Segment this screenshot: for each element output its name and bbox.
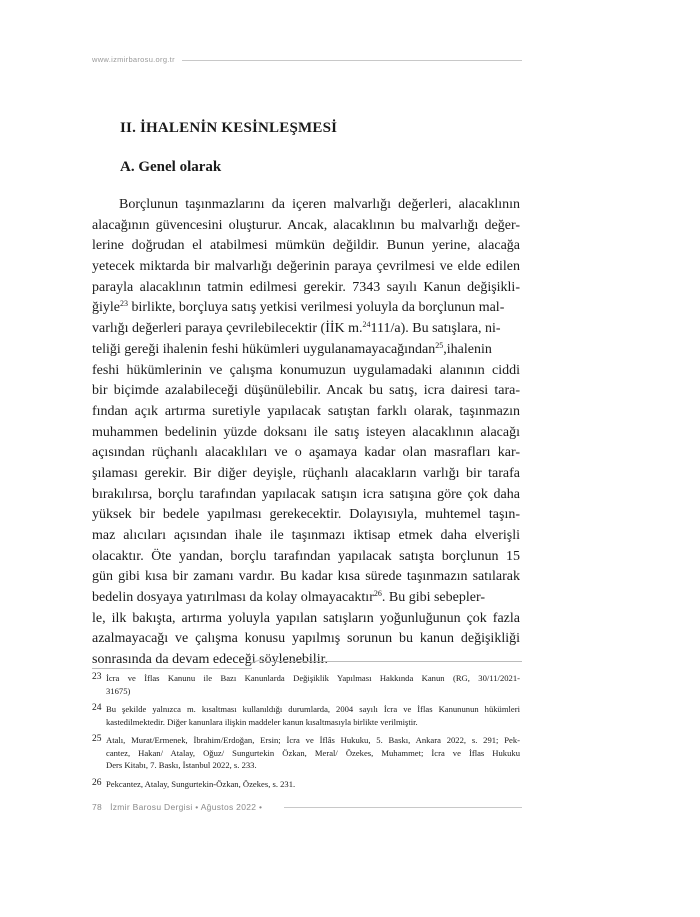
- body-line: azalmayacağı ve çalışma konusu yapılmış sorunun bu kanun değişikliği: [92, 631, 520, 647]
- footnote-number: 23: [92, 672, 102, 682]
- body-text-segment: . Bu gibi sebepler-: [381, 590, 485, 606]
- body-text-segment: 111/a). Bu satışlara, ni-: [370, 321, 501, 337]
- footnote-line: kastedilmektedir. Diğer kanunlara ilişkin maddeler kanun kısaltmasıyla birlikte verilmiştir.: [106, 716, 418, 727]
- body-line: açısından rüçhanlı alacaklıları ve o aşamaya kadar olan masrafları kar-: [92, 445, 520, 461]
- footnote: [92, 778, 520, 791]
- body-line: bırakılırsa, borçlu tarafından yapılacak satışın icra satışına göre çok daha: [92, 486, 520, 502]
- footnote-ref[interactable]: 23: [120, 299, 128, 309]
- footnote: [92, 672, 520, 697]
- footnote-rule-left: [92, 668, 252, 669]
- journal-name: İzmir Barosu Dergisi • Ağustos 2022 •: [110, 802, 263, 812]
- page-header: [92, 54, 522, 66]
- footnote-line: Pekcantez, Atalay, Sungurtekin-Özkan, Özekes, s. 231.: [106, 778, 296, 789]
- body-line: maz alıcıları açısından ihale ile taşınmazı iktisap etmek daha elverişli: [92, 528, 520, 543]
- body-line: sonrasında da devam edeceği söylenebilir.: [92, 652, 328, 668]
- body-line: gün gibi kısa bir zamanı vardır. Bu kadar kısa sürede taşınmazın satılarak: [92, 569, 520, 585]
- footnotes: [92, 672, 520, 796]
- body-line: yüksek bir bedele yapılması gerekecektir. Dolayısıyla, muhtemel taşın-: [92, 507, 520, 523]
- body-text-segment: ğiyle: [92, 300, 120, 316]
- body-text-segment: teliği gereği ihalenin feshi hükümleri uygulanamayacağından: [92, 341, 436, 357]
- footnote-ref[interactable]: 25: [435, 340, 444, 350]
- footnote-ref[interactable]: 24: [362, 320, 371, 330]
- body-text-segment: birlikte, borçluya satış yetkisi verilmesi yoluyla da borçlunun mal-: [128, 300, 505, 316]
- footnote-line: İcra ve İflas Kanunu ile Bazı Kanunlarda Değişiklik Yapılması Hakkında Kanun (RG, 30/11/2021-: [106, 673, 520, 683]
- footnote: [92, 703, 520, 728]
- body-line: [92, 298, 520, 319]
- body-line: feshi hükümlerinin ve çalışma konumuzun uygulamadaki alanının ciddi: [92, 362, 520, 378]
- body-line: fından açık artırma suretiyle yapılacak satıştan farklı olarak, taşınmazın: [92, 403, 520, 419]
- footnote: [92, 734, 520, 772]
- section-heading: II. İHALENİN KESİNLEŞMESİ: [120, 120, 338, 136]
- footnote-line: Atalı, Murat/Ermenek, İbrahim/Erdoğan, Ersin; İcra ve İflâs Hukuku, 5. Baskı, Ankara 2022, s. 291; Pek-: [106, 735, 520, 745]
- footnote-ref[interactable]: 26: [373, 589, 382, 599]
- body-line: lerine doğrudan el atabilmesi mümkün değildir. Bunun yerine, alacağa: [92, 238, 520, 254]
- body-line: bir biçimde azalabileceği düşünülebilir. Ancak bu satış, icra dairesi tara-: [92, 383, 520, 399]
- body-line: yetecek miktarda bir malvarlığı değerinin paraya çevrilmesi ve elde edilen: [92, 259, 520, 275]
- body-line: [92, 588, 520, 609]
- footnote-number: 24: [92, 703, 102, 713]
- body-line: le, ilk bakışta, artırma yoluyla yapılan satışların yoğunluğunun çok fazla: [92, 610, 520, 626]
- header-rule: [182, 60, 522, 61]
- body-line: olacaktır. Öte yandan, borçlu tarafından yapılacak satışta borçlunun 15: [92, 548, 520, 564]
- footnote-separator: [92, 658, 522, 670]
- page-number: 78: [92, 802, 103, 812]
- body-text-segment: ,ihalenin: [443, 341, 492, 357]
- body-line: Borçlunun taşınmazlarını da içeren malvarlığı değerleri, alacaklının: [119, 197, 520, 212]
- footnote-line: Bu şekilde yalnızca m. kısaltması kullanıldığı durumlarda, 2004 sayılı İcra ve İflas Kanununun hükümleri: [106, 704, 520, 714]
- body-line: muhammen bedelinin yüzde doksanı ile satış isteyen alacaklının alacağı: [92, 424, 520, 440]
- header-url: www.izmirbarosu.org.tr: [92, 55, 175, 64]
- footer-rule: [284, 807, 522, 808]
- footnote-line: Ders Kitabı, 7. Baskı, İstanbul 2022, s. 233.: [106, 760, 257, 770]
- body-text-segment: varlığı değerleri paraya çevrilebilecektir (İİK m.: [92, 321, 363, 337]
- footnote-number: 26: [92, 777, 102, 788]
- page-footer: [92, 800, 522, 814]
- body-text-segment: bedelin dosyaya yatırılması da kolay olmayacaktır: [92, 590, 374, 606]
- body-line: şılaması gerekir. Bir diğer deyişle, rüçhanlı alacakların varlığı bir tarafa: [92, 465, 520, 481]
- footnote-line: cantez, Hakan/ Atalay, Oğuz/ Sungurtekin Özkan, Meral/ Özekes, Muhammet; İcra ve İflas Hukuku: [106, 747, 520, 758]
- body-line: alacağının güvencesini oluşturur. Ancak, alacaklının bu malvarlığı değer-: [92, 217, 520, 233]
- footnote-number: 25: [92, 734, 102, 744]
- body-text: [92, 195, 520, 671]
- footer-text: [92, 800, 262, 814]
- footnote-line: 31675): [106, 685, 131, 696]
- body-line: [92, 340, 520, 361]
- body-line: parayla alacaklının tatmin edilmesi gerekir. 7343 sayılı Kanun değişikli-: [92, 279, 520, 295]
- body-line: [92, 319, 520, 340]
- footnote-rule-right: [262, 661, 522, 662]
- subsection-heading: A. Genel olarak: [120, 159, 222, 175]
